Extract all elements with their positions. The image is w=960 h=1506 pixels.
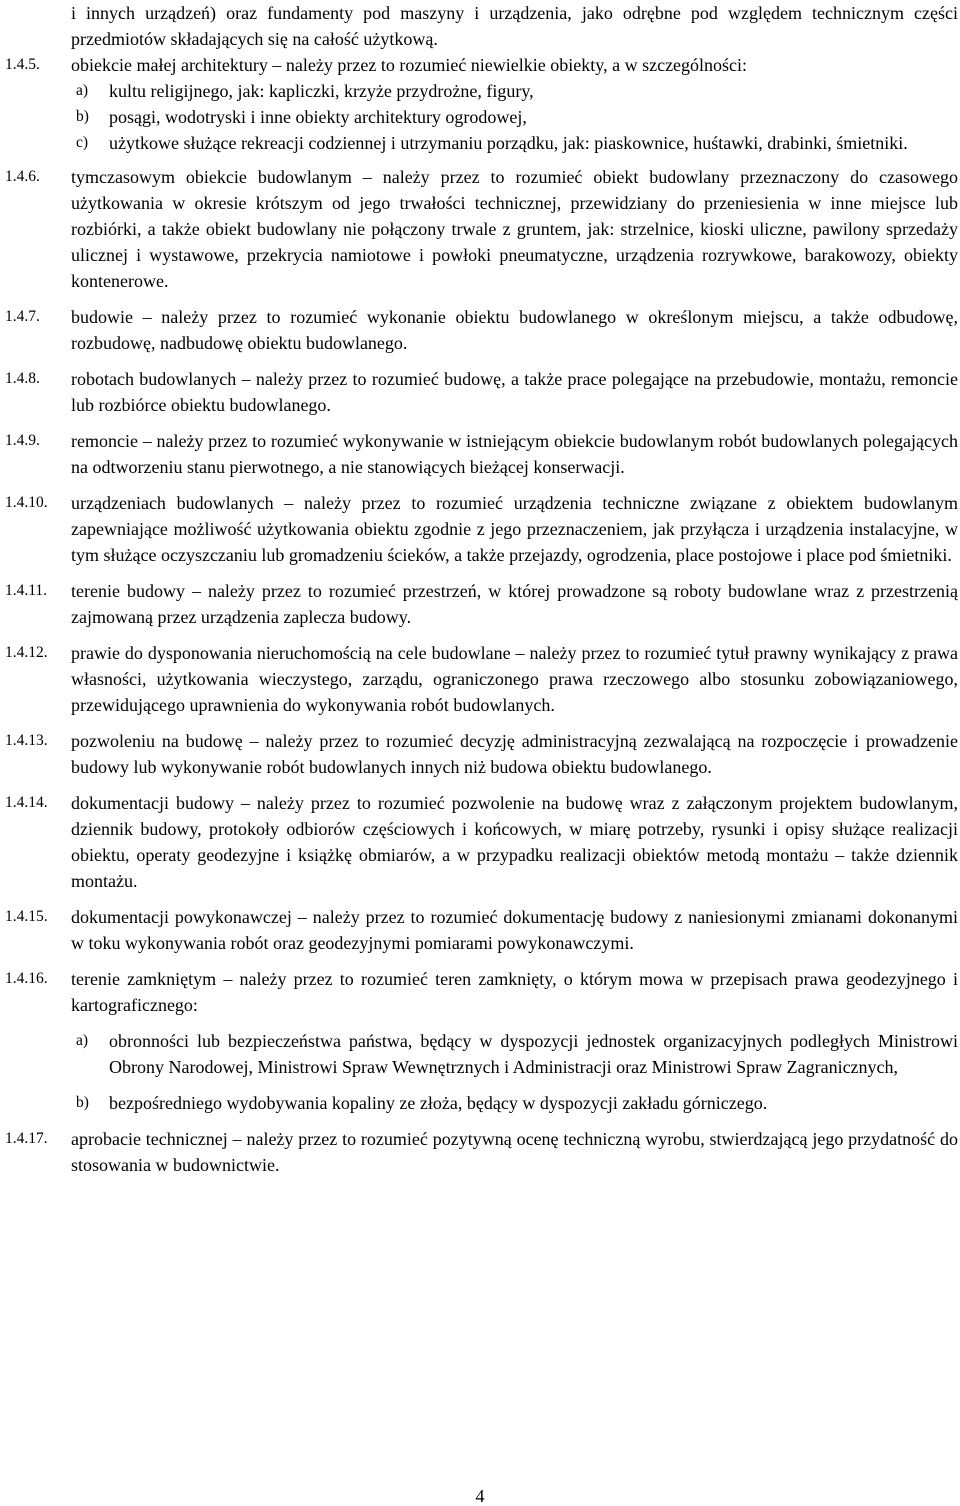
list-letter: c) — [76, 134, 89, 151]
definition-1-4-10 — [0, 490, 960, 568]
definition-1-4-15 — [0, 904, 960, 956]
list-text: użytkowe służące rekreacji codziennej i utrzymaniu porządku, jak: piaskownice, huśtawki, drabinki, śmietniki. — [109, 133, 908, 153]
section-number: 1.4.8. — [5, 370, 40, 387]
definition-1-4-12 — [0, 640, 960, 718]
definition-text: prawie do dysponowania nieruchomością na cele budowlane – należy przez to rozumieć tytuł prawny wynikający z prawa własności, użytkowania wieczystego, zarządu, ograniczonego prawa rzeczowego albo stosunku zobowiązaniowego, przewidującego uprawnienia do wykonywania robót budowlanych. — [71, 643, 958, 715]
section-number: 1.4.16. — [5, 970, 48, 987]
continuation-paragraph — [0, 0, 960, 52]
list-letter: b) — [76, 1094, 89, 1111]
definition-1-4-7 — [0, 304, 960, 356]
definition-text: pozwoleniu na budowę – należy przez to rozumieć decyzję administracyjną zezwalającą na rozpoczęcie i prowadzenie budowy lub wykonywanie robót budowlanych innych niż budowa obiektu budowlanego. — [71, 731, 958, 777]
definition-text: obiekcie małej architektury – należy przez to rozumieć niewielkie obiekty, a w szczególności: — [71, 55, 748, 75]
list-letter: b) — [76, 108, 89, 125]
section-number: 1.4.9. — [5, 432, 40, 449]
definition-text: terenie zamkniętym – należy przez to rozumieć teren zamknięty, o którym mowa w przepisach prawa geodezyjnego i kartograficznego: — [71, 969, 958, 1015]
definition-text: remoncie – należy przez to rozumieć wykonywanie w istniejącym obiekcie budowlanym robót budowlanych polegających na odtworzeniu stanu pierwotnego, a nie stanowiących bieżącej konserwacji. — [71, 431, 958, 477]
list-item-b — [71, 1090, 958, 1116]
section-number: 1.4.11. — [5, 582, 48, 599]
list-letter: a) — [76, 1032, 89, 1049]
definition-1-4-6 — [0, 164, 960, 294]
section-number: 1.4.5. — [5, 56, 40, 73]
list-text: kultu religijnego, jak: kapliczki, krzyże przydrożne, figury, — [109, 81, 534, 101]
definition-text: tymczasowym obiekcie budowlanym – należy przez to rozumieć obiekt budowlany przeznaczony do czasowego użytkowania w okresie krótszym od jego trwałości technicznej, przewidziany do przeniesienia w inne miejsce lub rozbiórki, a także obiekt budowlany nie połączony trwale z gruntem, jak: strzelnice, kioski uliczne, pawilony sprzedaży ulicznej i wystawowe, przekrycia namiotowe i powłoki pneumatyczne, urządzenia rozrywkowe, barakowozy, obiekty kontenerowe. — [71, 167, 958, 291]
definition-text: dokumentacji budowy – należy przez to rozumieć pozwolenie na budowę wraz z załączonym projektem budowlanym, dziennik budowy, protokoły odbiorów częściowych i końcowych, w miarę potrzeby, rysunki i opisy służące realizacji obiektu, operaty geodezyjne i książkę obmiarów, a w przypadku realizacji obiektów metodą montażu – także dziennik montażu. — [71, 793, 958, 891]
list-text: bezpośredniego wydobywania kopaliny ze złoża, będący w dyspozycji zakładu górniczego. — [109, 1093, 768, 1113]
definition-1-4-14 — [0, 790, 960, 894]
definition-text: aprobacie technicznej – należy przez to rozumieć pozytywną ocenę techniczną wyrobu, stwierdzającą jego przydatność do stosowania w budownictwie. — [71, 1129, 958, 1175]
definition-text: robotach budowlanych – należy przez to rozumieć budowę, a także prace polegające na przebudowie, montażu, remoncie lub rozbiórce obiektu budowlanego. — [71, 369, 958, 415]
section-number: 1.4.7. — [5, 308, 40, 325]
list-text: obronności lub bezpieczeństwa państwa, będący w dyspozycji jednostek organizacyjnych podległych Ministrowi Obrony Narodowej, Ministrowi Spraw Wewnętrznych i Administracji oraz Ministrowi Spraw Zagranicznych, — [109, 1031, 958, 1077]
continuation-text: i innych urządzeń) oraz fundamenty pod maszyny i urządzenia, jako odrębne pod względem technicznym części przedmiotów składających się na całość użytkową. — [71, 3, 958, 49]
definition-text: urządzeniach budowlanych – należy przez to rozumieć urządzenia techniczne związane z obiektem budowlanym zapewniające możliwość użytkowania obiektu zgodnie z jego przeznaczeniem, jak przyłącza i urządzenia instalacyjne, w tym służące oczyszczaniu lub gromadzeniu ścieków, a także przejazdy, ogrodzenia, place postojowe i place pod śmietniki. — [71, 493, 958, 565]
section-number: 1.4.15. — [5, 908, 48, 925]
section-number: 1.4.6. — [5, 168, 40, 185]
definition-1-4-9 — [0, 428, 960, 480]
section-number: 1.4.17. — [5, 1130, 48, 1147]
definition-1-4-16 — [0, 966, 960, 1018]
definition-1-4-5 — [0, 52, 960, 78]
section-number: 1.4.12. — [5, 644, 48, 661]
list-letter: a) — [76, 82, 89, 99]
page-number: 4 — [475, 1486, 485, 1506]
section-number: 1.4.13. — [5, 732, 48, 749]
section-number: 1.4.10. — [5, 494, 48, 511]
definition-1-4-17 — [0, 1126, 960, 1178]
list-item-a — [71, 1028, 958, 1080]
list-text: posągi, wodotryski i inne obiekty architektury ogrodowej, — [109, 107, 527, 127]
definition-text: dokumentacji powykonawczej – należy przez to rozumieć dokumentację budowy z naniesionymi zmianami dokonanymi w toku wykonywania robót oraz geodezyjnymi pomiarami powykonawczymi. — [71, 907, 958, 953]
list-item-a — [71, 78, 958, 104]
definition-1-4-8 — [0, 366, 960, 418]
section-number: 1.4.14. — [5, 794, 48, 811]
definition-1-4-11 — [0, 578, 960, 630]
definition-1-4-13 — [0, 728, 960, 780]
definition-text: terenie budowy – należy przez to rozumieć przestrzeń, w której prowadzone są roboty budowlane wraz z przestrzenią zajmowaną przez urządzenia zaplecza budowy. — [71, 581, 958, 627]
list-item-c — [71, 130, 958, 156]
list-item-b — [71, 104, 958, 130]
definition-text: budowie – należy przez to rozumieć wykonanie obiektu budowlanego w określonym miejscu, a także odbudowę, rozbudowę, nadbudowę obiektu budowlanego. — [71, 307, 958, 353]
